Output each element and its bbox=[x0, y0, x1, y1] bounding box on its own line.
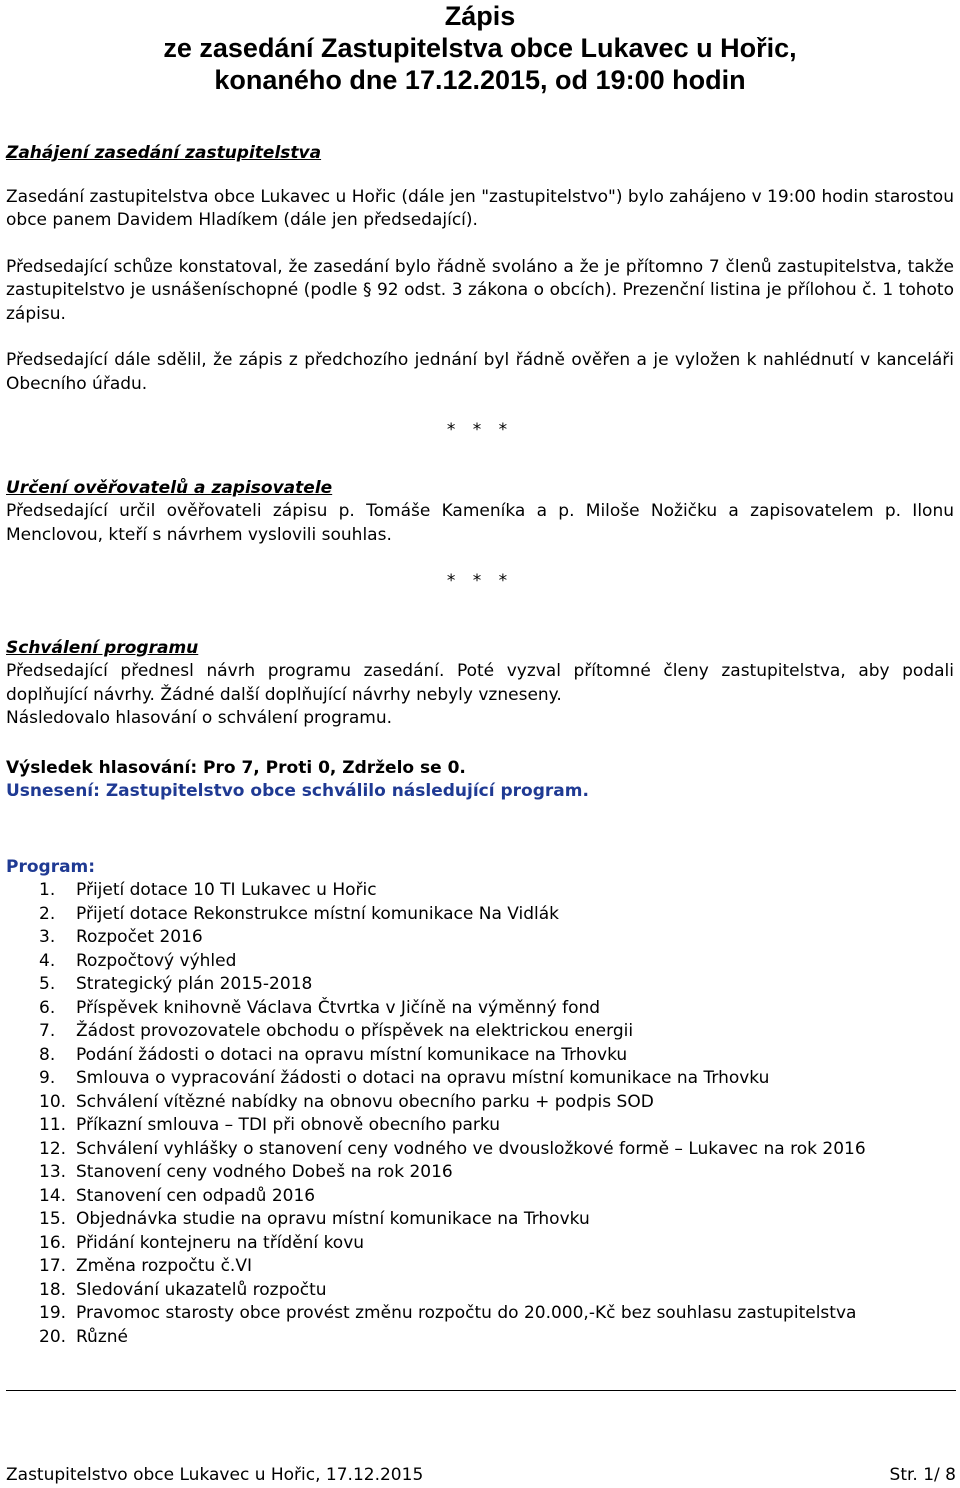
program-item-text: Schválení vítězné nabídky na obnovu obecního parku + podpis SOD bbox=[76, 1091, 654, 1112]
program-item-text: Smlouva o vypracování žádosti o dotaci na opravu místní komunikace na Trhovku bbox=[76, 1068, 770, 1088]
opening-paragraph-1: Zasedání zastupitelstva obce Lukavec u Hořic (dále jen "zastupitelstvo") bylo zahájeno v 19:00 hodin starostou obce panem Davidem Hladíkem (dále jen předsedající). bbox=[6, 186, 954, 230]
program-item-number: 20. bbox=[39, 1326, 67, 1347]
page-footer bbox=[6, 1464, 956, 1488]
program-item-number: 3. bbox=[39, 927, 56, 947]
program-item bbox=[6, 1138, 954, 1162]
program-item-number: 13. bbox=[39, 1162, 67, 1182]
program-item-text: Sledování ukazatelů rozpočtu bbox=[76, 1279, 327, 1300]
program-item-number: 5. bbox=[39, 974, 56, 994]
program-item bbox=[6, 1020, 954, 1044]
program-item bbox=[6, 1114, 954, 1138]
resolution: Usnesení: Zastupitelstvo obce schválilo následující program. bbox=[6, 781, 589, 801]
title-line: ze zasedání Zastupitelstva obce Lukavec u Hořic, bbox=[163, 33, 797, 63]
document-page bbox=[6, 0, 954, 1349]
program-item-number: 1. bbox=[39, 880, 56, 900]
program-item-number: 19. bbox=[39, 1303, 67, 1323]
section-separator: * * * bbox=[446, 571, 514, 591]
program-approval-paragraph-1: Předsedající přednesl návrh programu zasedání. Poté vyzval přítomné členy zastupitelstva, aby podali doplňující návrhy. Žádné další doplňující návrhy nebyly vzneseny. bbox=[6, 661, 954, 705]
program-item-number: 4. bbox=[39, 950, 56, 971]
program-item-number: 2. bbox=[39, 903, 56, 924]
program-item-number: 15. bbox=[39, 1209, 67, 1229]
program-item bbox=[6, 1067, 954, 1091]
opening-paragraph-3: Předsedající dále sdělil, že zápis z předchozího jednání byl řádně ověřen a je vyložen k nahlédnutí v kanceláři Obecního úřadu. bbox=[6, 350, 954, 394]
program-item-text: Rozpočtový výhled bbox=[76, 950, 237, 971]
program-item-text: Změna rozpočtu č.VI bbox=[76, 1256, 252, 1276]
section-heading-opening: Zahájení zasedání zastupitelstva bbox=[6, 143, 322, 163]
program-item bbox=[6, 1044, 954, 1068]
opening-paragraph-2: Předsedající schůze konstatoval, že zasedání bylo řádně svoláno a že je přítomno 7 členů zastupitelstva, takže zastupitelstvo je usnášeníschopné (podle § 92 odst. 3 zákona o obcích). Prezenční listina je přílohou č. 1 tohoto zápisu. bbox=[6, 256, 954, 324]
document-title bbox=[6, 0, 954, 96]
program-item-number: 9. bbox=[39, 1068, 56, 1088]
program-item-text: Stanovení ceny vodného Dobeš na rok 2016 bbox=[76, 1162, 453, 1182]
program-item-number: 6. bbox=[39, 997, 56, 1018]
program-item bbox=[6, 879, 954, 903]
program-item bbox=[6, 1208, 954, 1232]
program-item-text: Příkazní smlouva – TDI při obnově obecního parku bbox=[76, 1115, 501, 1135]
vote-result: Výsledek hlasování: Pro 7, Proti 0, Zdrželo se 0. bbox=[6, 757, 466, 778]
program-item-text: Přijetí dotace 10 TI Lukavec u Hořic bbox=[76, 880, 377, 900]
title-line: konaného dne 17.12.2015, od 19:00 hodin bbox=[214, 65, 746, 95]
program-item bbox=[6, 1255, 954, 1279]
program-item-number: 10. bbox=[39, 1091, 67, 1112]
program-item bbox=[6, 1302, 954, 1326]
program-item-number: 17. bbox=[39, 1256, 67, 1276]
program-label: Program: bbox=[6, 856, 96, 877]
page-number: Str. 1/ 8 bbox=[889, 1465, 956, 1485]
program-item bbox=[6, 1279, 954, 1303]
program-item-number: 16. bbox=[39, 1232, 67, 1253]
program-item-number: 11. bbox=[39, 1115, 67, 1135]
footer-divider bbox=[6, 1390, 956, 1391]
program-item bbox=[6, 1091, 954, 1115]
program-item-number: 7. bbox=[39, 1021, 56, 1041]
program-item-text: Objednávka studie na opravu místní komunikace na Trhovku bbox=[76, 1209, 590, 1229]
program-item-text: Rozpočet 2016 bbox=[76, 927, 203, 947]
program-item-number: 18. bbox=[39, 1279, 67, 1300]
program-list bbox=[6, 879, 954, 1349]
section-separator: * * * bbox=[446, 420, 514, 440]
program-item bbox=[6, 1326, 954, 1350]
program-item bbox=[6, 1185, 954, 1209]
program-item-text: Přidání kontejneru na třídění kovu bbox=[76, 1232, 365, 1253]
program-item-number: 8. bbox=[39, 1044, 56, 1065]
footer-left: Zastupitelstvo obce Lukavec u Hořic, 17.12.2015 bbox=[6, 1465, 424, 1485]
section-heading-verifiers: Určení ověřovatelů a zapisovatele bbox=[6, 477, 333, 498]
program-item bbox=[6, 1161, 954, 1185]
program-item-text: Stanovení cen odpadů 2016 bbox=[76, 1185, 316, 1206]
program-item bbox=[6, 926, 954, 950]
program-item-text: Různé bbox=[76, 1326, 128, 1347]
program-item bbox=[6, 973, 954, 997]
section-heading-program-approval: Schválení programu bbox=[6, 637, 199, 658]
program-item-number: 14. bbox=[39, 1185, 67, 1206]
program-item-text: Strategický plán 2015-2018 bbox=[76, 974, 313, 994]
program-item bbox=[6, 950, 954, 974]
program-item-text: Žádost provozovatele obchodu o příspěvek na elektrickou energii bbox=[76, 1021, 634, 1041]
program-item-text: Pravomoc starosty obce provést změnu rozpočtu do 20.000,-Kč bez souhlasu zastupitelstva bbox=[76, 1303, 857, 1323]
program-item-text: Příspěvek knihovně Václava Čtvrtka v Jičíně na výměnný fond bbox=[76, 997, 601, 1018]
program-item-text: Schválení vyhlášky o stanovení ceny vodného ve dvousložkové formě – Lukavec na rok 2016 bbox=[76, 1138, 866, 1159]
program-approval-paragraph-2: Následovalo hlasování o schválení programu. bbox=[6, 708, 393, 728]
program-item-text: Podání žádosti o dotaci na opravu místní komunikace na Trhovku bbox=[76, 1044, 628, 1065]
title-line: Zápis bbox=[444, 1, 516, 31]
program-item bbox=[6, 903, 954, 927]
program-item-text: Přijetí dotace Rekonstrukce místní komunikace Na Vidlák bbox=[76, 903, 560, 924]
verifiers-paragraph: Předsedající určil ověřovateli zápisu p. Tomáše Kameníka a p. Miloše Nožičku a zapisovatelem p. Ilonu Menclovou, kteří s návrhem vyslovili souhlas. bbox=[6, 501, 954, 545]
program-item bbox=[6, 1232, 954, 1256]
program-item bbox=[6, 997, 954, 1021]
program-item-number: 12. bbox=[39, 1138, 67, 1159]
